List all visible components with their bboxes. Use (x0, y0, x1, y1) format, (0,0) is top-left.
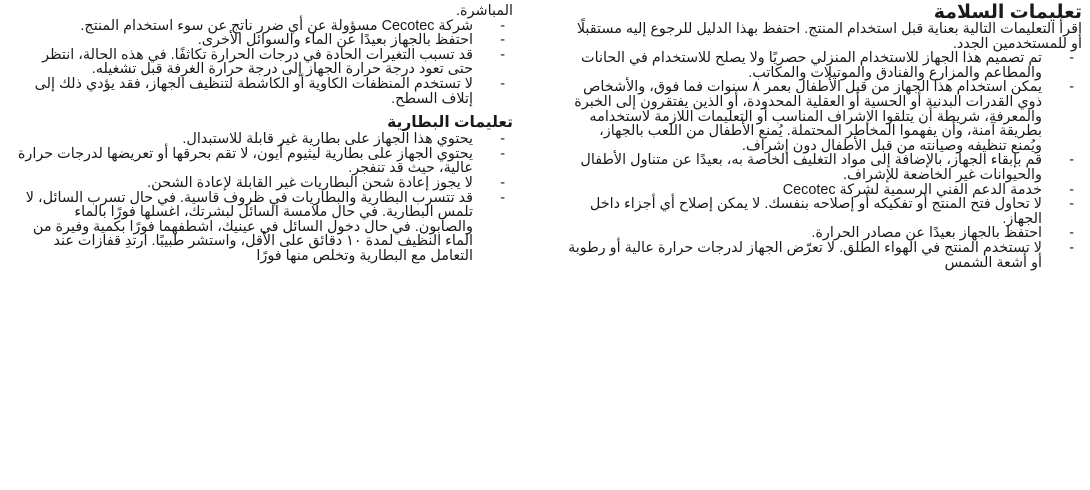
battery-item: - قد تتسرب البطارية والبطاريات في ظروف قاسية. في حال تسرب السائل، لا تلمس البطارية. في حال ملامسة السائل لبشرتك، اغسلها فورًا بالماء والصابون. في حال دخول السائل في عينيك، اشطفهما فورًا بكمية وفيرة من الماء النظيف لمدة ١٠ دقائق على الأقل، واستشر طبيبًا. ارتدِ قفازات عند التعامل مع البطارية وتخلص منها فورًا (13, 191, 513, 264)
battery-item: - يحتوي هذا الجهاز على بطارية غير قابلة للاستبدال. (13, 132, 513, 147)
safety-item: - لا تستخدم المنتج في الهواء الطلق. لا تعرّض الجهاز لدرجات حرارة عالية أو رطوبة أو أشعة الشمس (567, 241, 1082, 270)
safety-item: - لا تستخدم المنظفات الكاوية أو الكاشطة لتنظيف الجهاز، فقد يؤدي ذلك إلى إتلاف السطح. (13, 77, 513, 106)
safety-item: - يمكن استخدام هذا الجهاز من قبل الأطفال بعمر ٨ سنوات فما فوق، والأشخاص ذوي القدرات البدنية أو الحسية أو العقلية المحدودة، أو الذين يفتقرون إلى الخبرة والمعرفة، شريطة أن يتلقوا الإشراف المناسب أو التعليمات اللازمة لاستخدامه بطريقة آمنة، وأن يفهموا المخاطر المحتملة. يُمنع الأطفال من اللعب بالجهاز، ويُمنع تنظيفه وصيانته من قبل الأطفال دون إشراف. (567, 80, 1082, 153)
safety-item: - لا تحاول فتح المنتج أو تفكيكه أو إصلاحه بنفسك. لا يمكن إصلاح أي أجزاء داخل الجهاز. (567, 197, 1082, 226)
safety-item: - خدمة الدعم الفني الرسمية لشركة Cecotec (567, 183, 1082, 198)
safety-item: - قد تسبب التغيرات الحادة في درجات الحرارة تكاثفًا. في هذه الحالة، انتظر حتى تعود درجة حرارة الجهاز إلى درجة حرارة الغرفة قبل تشغيله. (13, 48, 513, 77)
safety-item: - شركة Cecotec مسؤولة عن أي ضرر ناتج عن سوء استخدام المنتج. (13, 19, 513, 34)
safety-item: - احتفظ بالجهاز بعيدًا عن مصادر الحرارة. (567, 226, 1082, 241)
safety-intro: اقرأ التعليمات التالية بعناية قبل استخدام المنتج. احتفظ بهذا الدليل للرجوع إليه مستقبلًا أو للمستخدمين الجدد. (576, 21, 1082, 52)
battery-item: - يحتوي الجهاز على بطارية ليثيوم أيون، لا تقم بحرقها أو تعريضها لدرجات حرارة عالية، حيث قد تنفجر. (13, 147, 513, 176)
safety-title: تعليمات السلامة (933, 2, 1082, 23)
continued-list (13, 19, 513, 107)
safety-list (567, 51, 1082, 270)
safety-item: - احتفظ بالجهاز بعيدًا عن الماء والسوائل الأخرى. (13, 33, 513, 48)
continued-section (13, 4, 513, 264)
battery-item: - لا يجوز إعادة شحن البطاريات غير القابلة لإعادة الشحن. (13, 176, 513, 191)
battery-title: تعليمات البطارية (387, 114, 513, 132)
safety-item: - قم بإبقاء الجهاز، بالإضافة إلى مواد التغليف الخاصة به، بعيدًا عن متناول الأطفال والحيوانات غير الخاضعة للإشراف. (567, 153, 1082, 182)
safety-section (567, 4, 1082, 270)
battery-list (13, 132, 513, 263)
continued-fragment: المباشرة. (456, 3, 513, 19)
safety-item: - تم تصميم هذا الجهاز للاستخدام المنزلي حصريًا ولا يصلح للاستخدام في الحانات والمطاعم والمزارع والفنادق والموتيلات والمكاتب. (567, 51, 1082, 80)
